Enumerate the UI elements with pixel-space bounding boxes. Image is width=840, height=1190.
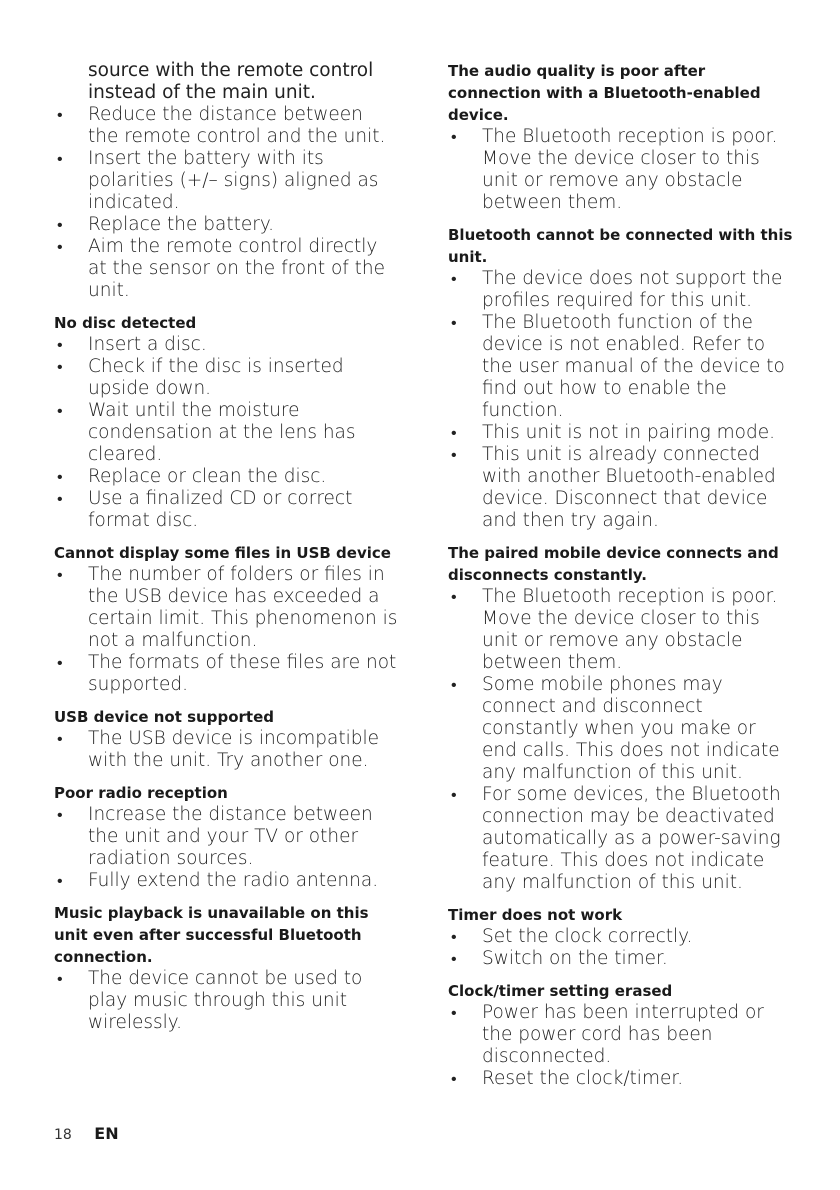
list-item: • Wait until the moisture condensation at the lens has cleared. [54,400,399,466]
list-item: • The device cannot be used to play music through this unit wirelessly. [54,968,399,1034]
section-bt-playback [54,902,399,1034]
list-item: • Increase the distance between the unit and your TV or other radiation sources. [54,804,399,870]
section-bt-connect [448,224,793,532]
page-number: 18 [54,1127,72,1143]
section-heading: Bluetooth cannot be connected with this unit. [448,226,793,266]
list-item: • Check if the disc is inserted upside down. [54,356,399,400]
section-heading: Timer does not work [448,906,623,924]
intro-list [54,104,399,302]
section-heading: USB device not supported [54,708,274,726]
list-item: • Switch on the timer. [448,948,793,970]
list-item: • Insert a disc. [54,334,399,356]
intro-text: source with the remote control instead of the main unit. [88,60,374,103]
list-item: • For some devices, the Bluetooth connection may be deactivated automatically as a power-saving feature. This does not indicate any malfunction of this unit. [448,784,793,894]
list-item: • The USB device is incompatible with the unit. Try another one. [54,728,399,772]
section-heading: The audio quality is poor after connection with a Bluetooth-enabled device. [448,62,761,124]
section-bt-disconnects [448,542,793,894]
section-usb-unsupported [54,706,399,772]
list-item: • The number of folders or files in the USB device has exceeded a certain limit. This phenomenon is not a malfunction. [54,564,399,652]
left-column [54,60,399,1044]
page-footer [54,1124,119,1143]
list-item: • The formats of these files are not supported. [54,652,399,696]
left-intro [54,60,399,302]
section-heading: Clock/timer setting erased [448,982,673,1000]
section-usb-files [54,542,399,696]
intro-item: • Reduce the distance between the remote control and the unit. [54,104,399,148]
list-item: • Some mobile phones may connect and disconnect constantly when you make or end calls. This does not indicate any malfunction of this unit. [448,674,793,784]
right-column [448,60,793,1100]
section-heading: Music playback is unavailable on this unit even after successful Bluetooth connection. [54,904,369,966]
list-item: • The Bluetooth function of the device is not enabled. Refer to the user manual of the device to find out how to enable the function. [448,312,793,422]
list-item: • The device does not support the profiles required for this unit. [448,268,793,312]
section-bt-audio [448,60,793,214]
section-clock-erased [448,980,793,1090]
list-item: • The Bluetooth reception is poor. Move the device closer to this unit or remove any obstacle between them. [448,586,793,674]
list-item: • Set the clock correctly. [448,926,793,948]
list-item: • Reset the clock/timer. [448,1068,793,1090]
list-item: • Power has been interrupted or the power cord has been disconnected. [448,1002,793,1068]
section-heading: The paired mobile device connects and disconnects constantly. [448,544,779,584]
intro-item: • Replace the battery. [54,214,399,236]
section-timer [448,904,793,970]
intro-item: • Insert the battery with its polarities (+/– signs) aligned as indicated. [54,148,399,214]
section-heading: Poor radio reception [54,784,228,802]
list-item: • This unit is already connected with another Bluetooth-enabled device. Disconnect that device and then try again. [448,444,793,532]
section-heading: Cannot display some files in USB device [54,544,391,562]
list-item: • This unit is not in pairing mode. [448,422,793,444]
language-code: EN [94,1124,119,1143]
list-item: • Replace or clean the disc. [54,466,399,488]
list-item: • The Bluetooth reception is poor. Move the device closer to this unit or remove any obstacle between them. [448,126,793,214]
list-item: • Fully extend the radio antenna. [54,870,399,892]
section-heading: No disc detected [54,314,197,332]
section-radio [54,782,399,892]
section-no-disc [54,312,399,532]
intro-item: • Aim the remote control directly at the sensor on the front of the unit. [54,236,399,302]
list-item: • Use a finalized CD or correct format disc. [54,488,399,532]
